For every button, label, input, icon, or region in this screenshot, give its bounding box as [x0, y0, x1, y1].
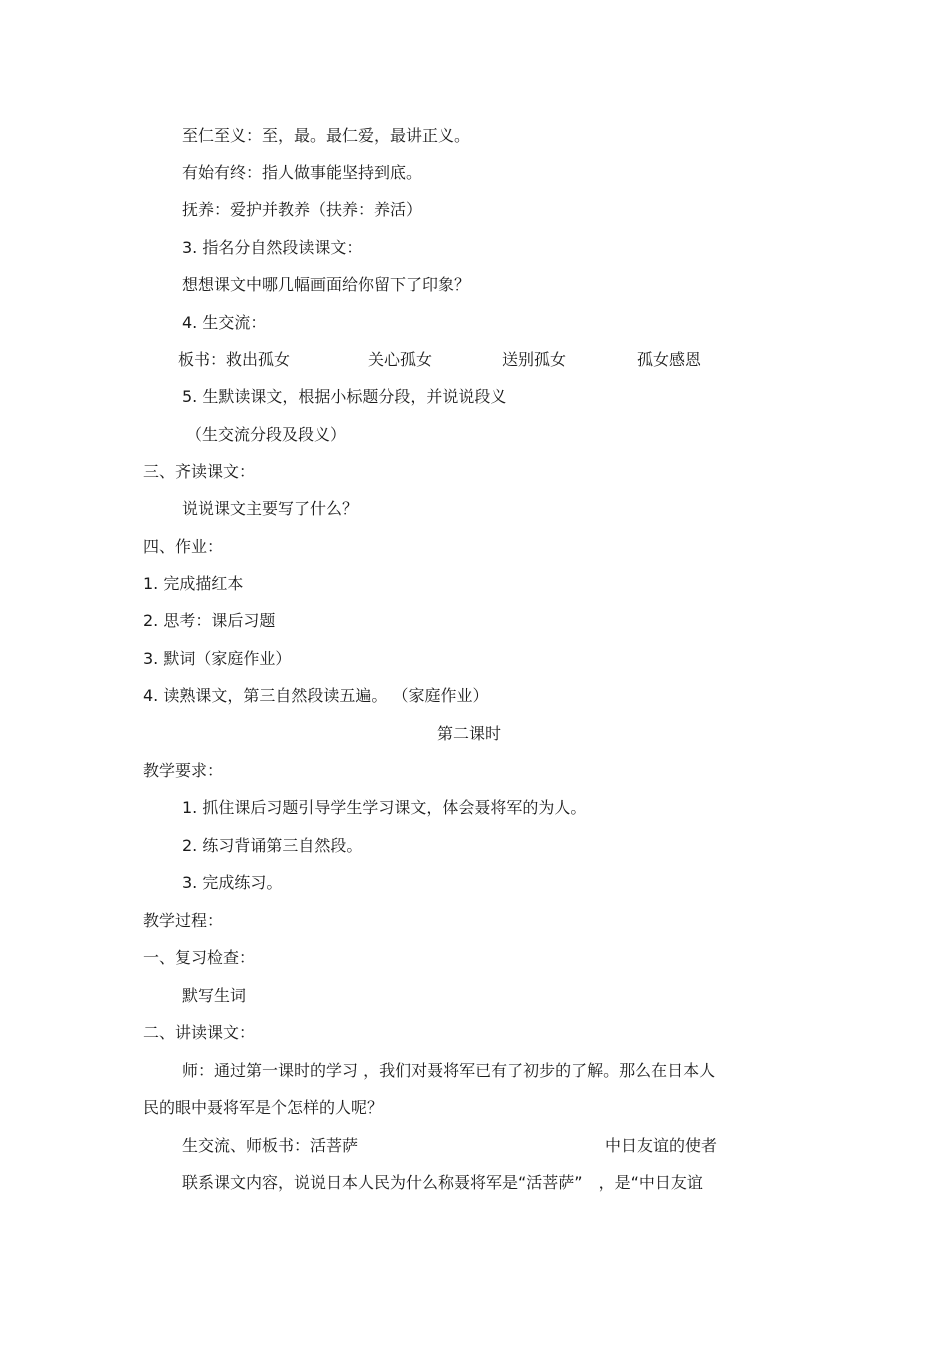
list-item: 1. 抓住课后习题引导学生学习课文，体会聂将军的为人。: [182, 798, 587, 817]
list-item: 2. 练习背诵第三自然段。: [182, 836, 363, 855]
section-heading: 教学过程：: [143, 911, 224, 930]
board-item: 关心孤女: [368, 350, 433, 369]
text-line: 说说课文主要写了什么？: [182, 499, 359, 518]
text-line: 至仁至义：至，最。最仁爱，最讲正义。: [182, 126, 471, 145]
list-item: 3. 默词（家庭作业）: [143, 649, 292, 668]
section-heading: 一、复习检查：: [143, 948, 256, 967]
list-item: 3. 完成练习。: [182, 873, 283, 892]
list-item: 1. 完成描红本: [143, 574, 244, 593]
text-line: 5. 生默读课文，根据小标题分段，并说说段义: [182, 387, 507, 406]
list-item: 2. 思考：课后习题: [143, 611, 276, 630]
text-line: 生交流、师板书：活菩萨: [182, 1136, 359, 1155]
section-heading: 二、讲读课文：: [143, 1023, 256, 1042]
section-heading: 教学要求：: [143, 761, 224, 780]
text-line: 联系课文内容，说说日本人民为什么称聂将军是“活菩萨” ，是“中日友谊: [182, 1173, 703, 1192]
text-line: 有始有终：指人做事能坚持到底。: [182, 163, 423, 182]
board-item: 孤女感恩: [637, 350, 702, 369]
text-line: 师：通过第一课时的学习 ，我们对聂将军已有了初步的了解。那么在日本人: [182, 1061, 716, 1080]
text-line: 4. 生交流：: [182, 313, 267, 332]
board-label: 板书：救出孤女: [178, 350, 291, 369]
text-line: 中日友谊的使者: [605, 1136, 718, 1155]
text-line: 3. 指名分自然段读课文：: [182, 238, 363, 257]
section-heading: 四、作业：: [143, 537, 224, 556]
section-heading: 三、齐读课文：: [143, 462, 256, 481]
text-line: （生交流分段及段义）: [186, 425, 347, 444]
list-item: 4. 读熟课文，第三自然段读五遍。 （家庭作业）: [143, 686, 489, 705]
lesson-title: 第二课时: [437, 724, 502, 743]
board-item: 送别孤女: [502, 350, 567, 369]
text-line: 默写生词: [182, 986, 247, 1005]
text-line: 民的眼中聂将军是个怎样的人呢？: [143, 1098, 384, 1117]
text-line: 抚养：爱护并教养（扶养：养活）: [182, 200, 423, 219]
text-line: 想想课文中哪几幅画面给你留下了印象？: [182, 275, 471, 294]
